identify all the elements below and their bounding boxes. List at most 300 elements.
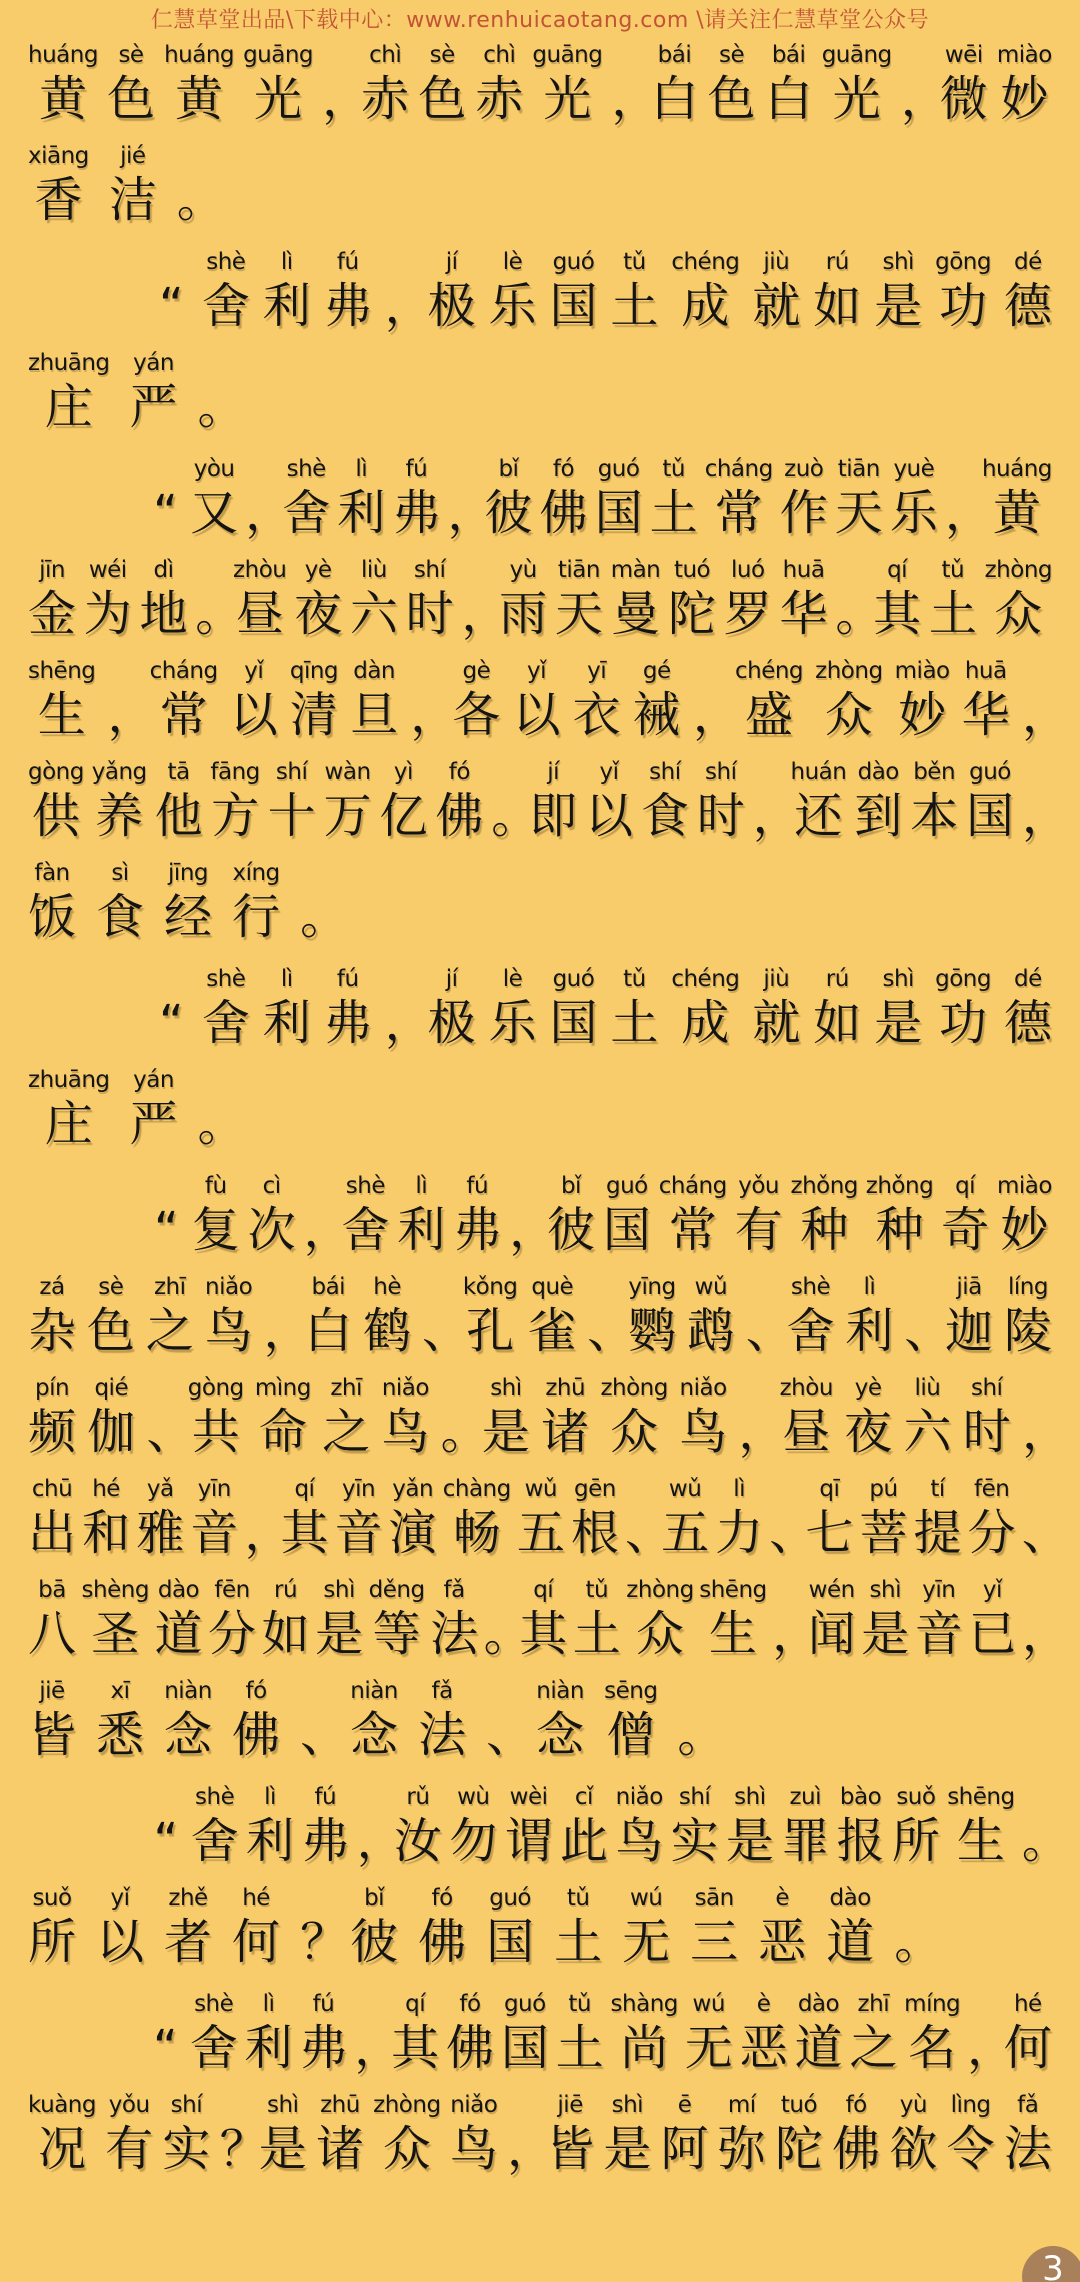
hanzi-with-pinyin: [299, 1989, 347, 2077]
pinyin-annotation: dào: [797, 1991, 840, 2017]
pinyin-annotation: tǔ: [662, 456, 685, 482]
pinyin-annotation: guó: [605, 1173, 648, 1199]
pinyin-annotation: guó: [489, 1885, 531, 1911]
hanzi-with-pinyin: [659, 1171, 727, 1259]
pinyin-annotation: lì: [264, 1784, 276, 1810]
pinyin-annotation: hè: [373, 1274, 402, 1300]
pinyin-annotation: [368, 1782, 375, 1812]
hanzi-with-pinyin: [845, 1272, 893, 1360]
pinyin-annotation: lì: [280, 966, 293, 992]
hanzi-character: 昼: [782, 1404, 831, 1460]
hanzi-with-pinyin: [1004, 2090, 1052, 2178]
hanzi-character: 何: [232, 1914, 281, 1970]
hanzi-character: ，: [900, 71, 949, 127]
hanzi-with-pinyin: [361, 40, 409, 128]
pinyin-annotation: guó: [969, 759, 1011, 785]
pinyin-annotation: wú: [629, 1885, 663, 1911]
hanzi-character: 音: [190, 1505, 239, 1561]
hanzi-with-pinyin: [929, 555, 977, 643]
hanzi-with-pinyin: [808, 1575, 856, 1663]
sutra-line: [28, 757, 1070, 845]
pinyin-annotation: jiē: [39, 1678, 65, 1704]
punctuation-mark: [146, 1373, 195, 1461]
hanzi-character: ，: [1021, 1404, 1070, 1460]
pinyin-annotation: niǎo: [381, 1375, 429, 1401]
pinyin-annotation: yǐ: [244, 658, 264, 684]
pinyin-annotation: shì: [323, 1577, 355, 1603]
pinyin-annotation: [916, 1272, 923, 1302]
hanzi-with-pinyin: [611, 555, 661, 643]
hanzi-with-pinyin: [600, 1373, 667, 1461]
pinyin-annotation: dì: [153, 557, 174, 583]
pinyin-annotation: [312, 858, 319, 888]
hanzi-with-pinyin: [791, 757, 847, 845]
hanzi-character: 念: [536, 1707, 585, 1763]
hanzi-with-pinyin: [230, 656, 278, 744]
pinyin-annotation: zhòng: [600, 1375, 668, 1401]
pinyin-annotation: fú: [312, 1991, 335, 2017]
pinyin-annotation: sì: [111, 860, 129, 886]
hanzi-with-pinyin: [641, 757, 689, 845]
hanzi-with-pinyin: [164, 858, 212, 946]
pinyin-annotation: suǒ: [32, 1885, 72, 1911]
hanzi-with-pinyin: [259, 2090, 307, 2178]
punctuation-mark: [769, 1474, 818, 1562]
hanzi-with-pinyin: [708, 40, 756, 128]
hanzi-with-pinyin: [337, 454, 385, 542]
hanzi-character: 彼: [546, 1202, 595, 1258]
punctuation-mark: [1021, 1782, 1070, 1870]
pinyin-annotation: tǔ: [568, 1991, 591, 2017]
punctuation-mark: [245, 454, 294, 542]
punctuation-mark: [1021, 1474, 1070, 1562]
hanzi-character: 国: [549, 995, 598, 1051]
hanzi-character: 鸟: [449, 2121, 498, 2177]
hanzi-character: 国: [594, 485, 643, 541]
pinyin-annotation: zhuāng: [28, 1067, 110, 1093]
hanzi-character: “: [158, 995, 184, 1051]
pinyin-annotation: [188, 141, 195, 171]
hanzi-character: 道: [826, 1914, 875, 1970]
hanzi-character: 黄: [175, 71, 224, 127]
hanzi-with-pinyin: [130, 1065, 178, 1153]
pinyin-annotation: [396, 964, 403, 994]
hanzi-character: 、: [146, 1404, 195, 1460]
hanzi-character: 其: [519, 1606, 568, 1662]
pinyin-annotation: qī: [819, 1476, 840, 1502]
hanzi-character: 色: [107, 71, 156, 127]
hanzi-character: 尚: [620, 2020, 669, 2076]
pinyin-annotation: míng: [904, 1991, 961, 2017]
hanzi-with-pinyin: [947, 1782, 1014, 1870]
hanzi-with-pinyin: [155, 757, 203, 845]
hanzi-with-pinyin: [418, 40, 466, 128]
hanzi-character: ，: [354, 2020, 403, 2076]
punctuation-mark: [244, 1474, 293, 1562]
pinyin-annotation: shēng: [28, 658, 96, 684]
pinyin-annotation: [521, 1171, 528, 1201]
hanzi-character: 无: [622, 1914, 671, 1970]
hanzi-with-pinyin: [191, 1782, 239, 1870]
hanzi-character: 曼: [611, 586, 660, 642]
hanzi-with-pinyin: [555, 555, 603, 643]
hanzi-character: 令: [946, 2121, 995, 2177]
hanzi-character: 阿: [660, 2121, 709, 2177]
pinyin-annotation: fú: [336, 966, 359, 992]
hanzi-with-pinyin: [541, 1373, 589, 1461]
hanzi-character: 色: [86, 1303, 135, 1359]
hanzi-with-pinyin: [985, 555, 1052, 643]
punctuation-mark: [422, 1272, 471, 1360]
hanzi-with-pinyin: [671, 964, 739, 1052]
hanzi-with-pinyin: [190, 454, 238, 542]
pinyin-annotation: chéng: [671, 966, 740, 992]
hanzi-character: 裓: [632, 687, 681, 743]
hanzi-with-pinyin: [940, 40, 988, 128]
hanzi-character: 国: [486, 1914, 535, 1970]
hanzi-character: 生: [956, 1813, 1005, 1869]
hanzi-with-pinyin: [966, 757, 1014, 845]
hanzi-with-pinyin: [705, 454, 773, 542]
hanzi-with-pinyin: [335, 1474, 383, 1562]
hanzi-with-pinyin: [892, 1782, 940, 1870]
hanzi-with-pinyin: [486, 1883, 534, 1971]
hanzi-character: 弗: [453, 1202, 502, 1258]
hanzi-character: 是: [874, 278, 923, 334]
hanzi-character: 饭: [28, 889, 77, 945]
hanzi-with-pinyin: [844, 1373, 892, 1461]
punctuation-mark: [107, 656, 156, 744]
hanzi-with-pinyin: [130, 348, 178, 436]
pinyin-annotation: [498, 1676, 505, 1706]
hanzi-with-pinyin: [519, 1575, 567, 1663]
hanzi-with-pinyin: [699, 1575, 766, 1663]
pinyin-annotation: [207, 555, 214, 585]
pinyin-annotation: [957, 454, 964, 484]
pinyin-annotation: zhǒng: [865, 1173, 934, 1199]
hanzi-with-pinyin: [418, 1883, 466, 1971]
sutra-line: [28, 1065, 1052, 1153]
hanzi-with-pinyin: [28, 555, 76, 643]
pinyin-annotation: qí: [405, 1991, 426, 2017]
hanzi-with-pinyin: [528, 1272, 576, 1360]
hanzi-character: 有: [734, 1202, 783, 1258]
hanzi-character: 七: [805, 1505, 854, 1561]
hanzi-with-pinyin: [262, 1575, 310, 1663]
hanzi-character: 。: [491, 788, 540, 844]
punctuation-mark: [356, 1782, 405, 1870]
hanzi-character: ，: [692, 687, 741, 743]
sutra-line: [28, 1474, 1070, 1562]
hanzi-character: 鸟: [204, 1303, 253, 1359]
hanzi-with-pinyin: [350, 656, 398, 744]
hanzi-character: 陀: [668, 586, 717, 642]
pinyin-annotation: bǐ: [364, 1885, 385, 1911]
hanzi-character: ，: [245, 485, 294, 541]
pinyin-annotation: líng: [1007, 1274, 1048, 1300]
pinyin-annotation: huáng: [28, 42, 98, 68]
hanzi-character: ，: [356, 1813, 405, 1869]
pinyin-annotation: shí: [170, 2092, 203, 2118]
pinyin-annotation: dé: [1014, 966, 1042, 992]
hanzi-with-pinyin: [164, 40, 234, 128]
hanzi-character: 。: [835, 586, 884, 642]
punctuation-mark: [894, 1883, 943, 1971]
pinyin-annotation: yǎ: [146, 1476, 174, 1502]
hanzi-character: 行: [232, 889, 281, 945]
hanzi-character: 土: [610, 995, 659, 1051]
hanzi-with-pinyin: [915, 1575, 963, 1663]
punctuation-mark: [410, 656, 459, 744]
hanzi-character: 。: [440, 1404, 489, 1460]
hanzi-with-pinyin: [350, 1676, 398, 1764]
punctuation-mark: [153, 1782, 183, 1870]
pinyin-annotation: fú: [336, 249, 359, 275]
hanzi-with-pinyin: [381, 1373, 429, 1461]
hanzi-character: 是: [874, 995, 923, 1051]
pinyin-annotation: wàn: [324, 759, 371, 785]
sutra-line: [28, 141, 1052, 229]
hanzi-character: ，: [752, 788, 801, 844]
pinyin-annotation: yè: [854, 1375, 882, 1401]
hanzi-with-pinyin: [787, 1272, 835, 1360]
hanzi-character: 就: [752, 278, 801, 334]
sutra-line: [28, 555, 1052, 643]
hanzi-character: 庄: [44, 1096, 93, 1152]
hanzi-with-pinyin: [489, 247, 537, 335]
hanzi-character: 罗: [723, 586, 772, 642]
hanzi-character: 五: [661, 1505, 710, 1561]
hanzi-with-pinyin: [150, 656, 218, 744]
pinyin-annotation: [171, 247, 178, 277]
hanzi-with-pinyin: [190, 1989, 238, 2077]
sutra-line: [28, 1883, 1052, 1971]
hanzi-character: 国: [602, 1202, 651, 1258]
sutra-line: [28, 2090, 1052, 2178]
hanzi-character: 闻: [807, 1606, 856, 1662]
pinyin-annotation: chì: [369, 42, 402, 68]
pinyin-annotation: [473, 555, 480, 585]
pinyin-annotation: sēng: [604, 1678, 658, 1704]
pinyin-annotation: fù: [204, 1173, 227, 1199]
hanzi-with-pinyin: [826, 1883, 874, 1971]
pinyin-annotation: shí: [705, 759, 737, 785]
hanzi-character: “: [152, 2020, 178, 2076]
hanzi-character: 清: [289, 687, 338, 743]
punctuation-mark: [461, 555, 510, 643]
hanzi-with-pinyin: [136, 1474, 184, 1562]
hanzi-with-pinyin: [28, 1373, 76, 1461]
hanzi-character: 谓: [504, 1813, 553, 1869]
hanzi-character: ，: [461, 586, 510, 642]
pinyin-annotation: yīn: [922, 1577, 956, 1603]
hanzi-character: 等: [372, 1606, 421, 1662]
hanzi-character: 天: [554, 586, 603, 642]
pinyin-annotation: mí: [727, 2092, 756, 2118]
pinyin-annotation: mìng: [254, 1375, 311, 1401]
hanzi-with-pinyin: [997, 1171, 1052, 1259]
pinyin-annotation: [979, 1989, 986, 2019]
hanzi-character: 是: [315, 1606, 364, 1662]
hanzi-character: ，: [772, 1606, 821, 1662]
pinyin-annotation: wù: [457, 1784, 490, 1810]
hanzi-with-pinyin: [391, 1989, 439, 2077]
hanzi-character: ，: [107, 687, 156, 743]
punctuation-mark: [1021, 757, 1070, 845]
pinyin-annotation: yǒu: [738, 1173, 779, 1199]
pinyin-annotation: shí: [275, 759, 308, 785]
sutra-line: [28, 1575, 1070, 1663]
punctuation-mark: [1021, 656, 1070, 744]
hanzi-character: 妙: [898, 687, 947, 743]
pinyin-annotation: shēng: [699, 1577, 767, 1603]
hanzi-with-pinyin: [435, 757, 483, 845]
hanzi-with-pinyin: [715, 1474, 763, 1562]
hanzi-with-pinyin: [389, 1474, 437, 1562]
sutra-line: [28, 964, 1052, 1052]
hanzi-character: 提: [913, 1505, 962, 1561]
pinyin-annotation: shí: [649, 759, 681, 785]
hanzi-character: 六: [903, 1404, 952, 1460]
hanzi-character: 如: [813, 278, 862, 334]
hanzi-character: 旦: [350, 687, 399, 743]
pinyin-annotation: qí: [294, 1476, 315, 1502]
hanzi-with-pinyin: [758, 1883, 806, 1971]
hanzi-with-pinyin: [369, 1575, 425, 1663]
hanzi-with-pinyin: [28, 2090, 96, 2178]
punctuation-mark: [1021, 1373, 1070, 1461]
hanzi-with-pinyin: [910, 757, 958, 845]
hanzi-character: 舍: [786, 1303, 835, 1359]
hanzi-with-pinyin: [963, 1373, 1011, 1461]
hanzi-character: 黄: [38, 71, 87, 127]
hanzi-character: 如: [261, 1606, 310, 1662]
hanzi-with-pinyin: [28, 858, 76, 946]
hanzi-character: 出: [28, 1505, 77, 1561]
hanzi-with-pinyin: [805, 1474, 853, 1562]
hanzi-character: 、: [422, 1303, 471, 1359]
pinyin-annotation: yǒu: [108, 2092, 150, 2118]
hanzi-character: 即: [529, 788, 578, 844]
pinyin-annotation: sè: [718, 42, 745, 68]
sutra-lines: [0, 40, 1080, 2178]
hanzi-with-pinyin: [679, 1373, 727, 1461]
pinyin-annotation: [209, 1065, 216, 1095]
hanzi-character: 乐: [488, 995, 537, 1051]
pinyin-annotation: rú: [825, 249, 849, 275]
punctuation-mark: [159, 247, 189, 335]
hanzi-with-pinyin: [245, 1989, 293, 2077]
pinyin-annotation: tǔ: [941, 557, 965, 583]
hanzi-character: 利: [262, 995, 311, 1051]
hanzi-with-pinyin: [304, 1272, 352, 1360]
hanzi-character: 法: [418, 1707, 467, 1763]
hanzi-with-pinyin: [724, 555, 772, 643]
pinyin-annotation: yǐ: [526, 658, 546, 684]
pinyin-annotation: jīng: [168, 860, 209, 886]
pinyin-annotation: [434, 1272, 441, 1302]
hanzi-character: 况: [37, 2121, 86, 2177]
hanzi-with-pinyin: [82, 1575, 149, 1663]
punctuation-mark: [197, 348, 246, 436]
hanzi-character: “: [158, 278, 184, 334]
sutra-line: [28, 40, 1052, 128]
pinyin-annotation: zhòng: [984, 557, 1052, 583]
pinyin-annotation: tiān: [557, 557, 600, 583]
pinyin-annotation: bào: [839, 1784, 882, 1810]
hanzi-with-pinyin: [1004, 964, 1052, 1052]
pinyin-annotation: [275, 1272, 282, 1302]
hanzi-with-pinyin: [379, 757, 427, 845]
hanzi-character: 雅: [136, 1505, 185, 1561]
hanzi-with-pinyin: [661, 2090, 709, 2178]
hanzi-character: 复: [191, 1202, 240, 1258]
punctuation-mark: [303, 1171, 352, 1259]
hanzi-with-pinyin: [430, 1575, 478, 1663]
hanzi-character: ，: [1021, 788, 1070, 844]
pinyin-annotation: hé: [92, 1476, 120, 1502]
hanzi-character: 其: [280, 1505, 329, 1561]
indent-spacer: [28, 532, 146, 542]
pinyin-annotation: [764, 757, 771, 787]
hanzi-character: 孔: [466, 1303, 515, 1359]
hanzi-character: ，: [738, 1404, 787, 1460]
hanzi-with-pinyin: [263, 247, 311, 335]
hanzi-with-pinyin: [874, 247, 922, 335]
hanzi-with-pinyin: [874, 964, 922, 1052]
hanzi-character: 利: [397, 1202, 446, 1258]
pinyin-annotation: lì: [355, 456, 368, 482]
hanzi-character: 以: [229, 687, 278, 743]
hanzi-character: 次: [247, 1202, 296, 1258]
pinyin-annotation: hé: [242, 1885, 270, 1911]
pinyin-annotation: huáng: [164, 42, 235, 68]
hanzi-character: 弗: [299, 2020, 348, 2076]
pinyin-annotation: [171, 964, 178, 994]
hanzi-character: 根: [570, 1505, 619, 1561]
hanzi-character: 汝: [393, 1813, 442, 1869]
hanzi-with-pinyin: [394, 1782, 442, 1870]
pinyin-annotation: suǒ: [896, 1784, 936, 1810]
hanzi-character: 众: [610, 1404, 659, 1460]
hanzi-character: 所: [28, 1914, 77, 1970]
pinyin-annotation: shì: [611, 2092, 644, 2118]
pinyin-annotation: [906, 1883, 913, 1913]
hanzi-character: 土: [555, 2020, 604, 2076]
hanzi-with-pinyin: [315, 1575, 363, 1663]
pinyin-annotation: [1034, 1373, 1041, 1403]
pinyin-annotation: zhī: [153, 1274, 186, 1300]
punctuation-mark: [300, 1883, 349, 1971]
pinyin-annotation: yī: [587, 658, 607, 684]
hanzi-with-pinyin: [780, 1373, 833, 1461]
pinyin-annotation: fāng: [210, 759, 260, 785]
hanzi-with-pinyin: [560, 1782, 608, 1870]
pinyin-annotation: shí: [678, 1784, 711, 1810]
pinyin-annotation: chàng: [442, 1476, 511, 1502]
hanzi-with-pinyin: [752, 964, 800, 1052]
pinyin-annotation: shì: [882, 249, 914, 275]
pinyin-annotation: tǔ: [585, 1577, 609, 1603]
pinyin-annotation: lè: [502, 249, 523, 275]
pinyin-annotation: [912, 40, 919, 70]
hanzi-with-pinyin: [107, 40, 155, 128]
pinyin-annotation: [422, 656, 429, 686]
hanzi-character: 到: [854, 788, 903, 844]
pinyin-annotation: liù: [360, 557, 387, 583]
hanzi-character: 是: [481, 1404, 530, 1460]
hanzi-with-pinyin: [837, 1782, 885, 1870]
